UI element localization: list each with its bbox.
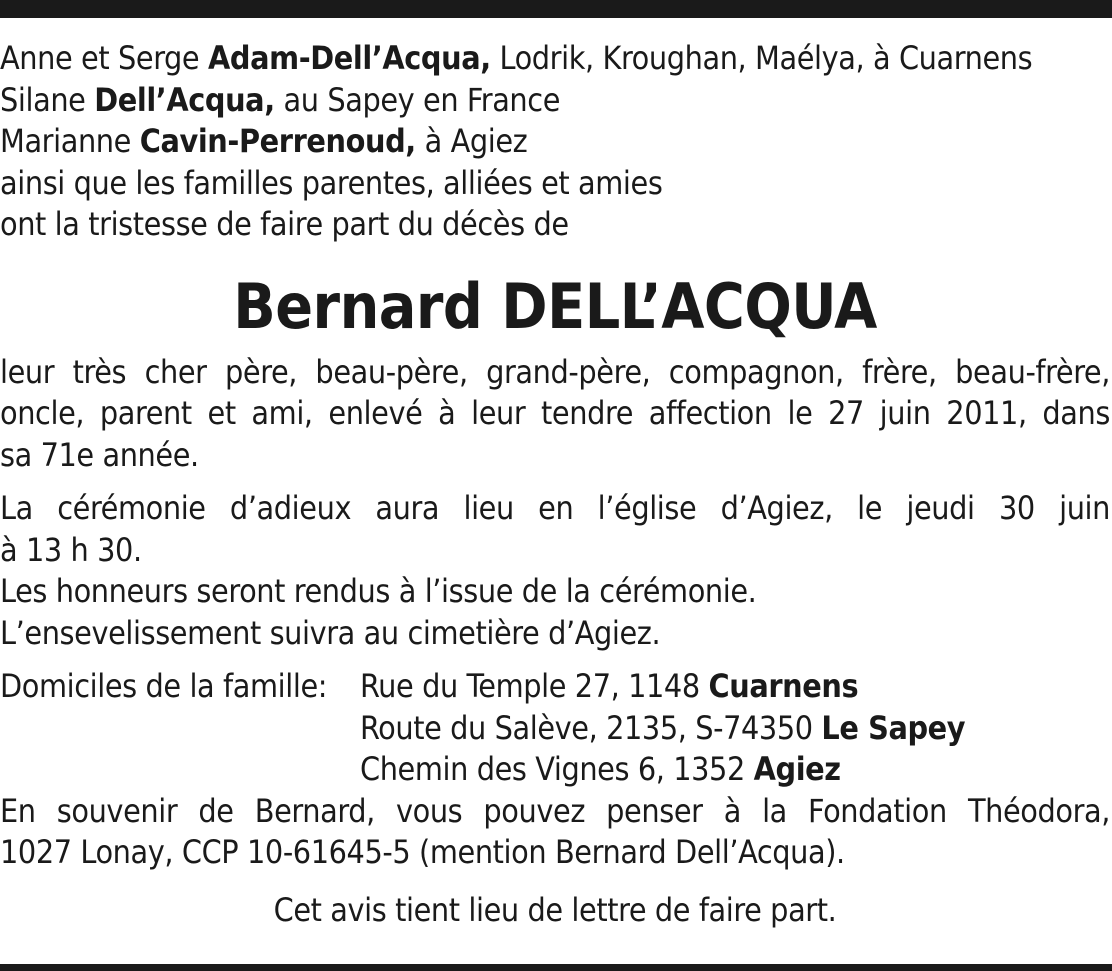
- relation-line-3: sa 71e année.: [0, 435, 199, 474]
- surname-bold: Cavin-Perrenoud,: [139, 122, 416, 160]
- spacer: [0, 654, 1110, 666]
- deceased-name: Bernard DELL’ACQUA: [233, 269, 877, 343]
- address-street: Rue du Temple 27, 1148: [360, 667, 709, 705]
- spacer: [0, 476, 1110, 488]
- family-line-cavin: [0, 121, 1110, 163]
- family-line-dellacqua: [0, 80, 1110, 122]
- ceremony-line-1: La cérémonie d’adieux aura lieu en l’église d’Agiez, le jeudi 30 juin: [0, 489, 1110, 527]
- name-suffix: Lodrik, Kroughan, Maélya, à Cuarnens: [490, 39, 1033, 77]
- surname-bold: Dell’Acqua,: [94, 80, 275, 119]
- relation-line-2: oncle, parent et ami, enlevé à leur tendre affection le 27 juin 2011, dans: [0, 394, 1110, 432]
- announcement-line: ont la tristesse de faire part du décès de: [0, 205, 569, 243]
- address-street: Chemin des Vignes 6, 1352: [360, 750, 754, 788]
- relation-line-1: leur très cher père, beau-père, grand-père, compagnon, frère, beau-frère,: [0, 352, 1110, 391]
- bottom-rule: [0, 964, 1112, 971]
- name-prefix: Marianne: [0, 122, 140, 160]
- top-rule: [0, 0, 1112, 18]
- ceremony-line-2: à 13 h 30.: [0, 530, 142, 569]
- extended-family-line: ainsi que les familles parentes, alliées et amies: [0, 163, 663, 202]
- address-street: Route du Salève, 2135, S-74350: [360, 708, 822, 747]
- honours-line: Les honneurs seront rendus à l’issue de la cérémonie.: [0, 572, 757, 610]
- surname-bold: Adam-Dell’Acqua,: [208, 39, 491, 77]
- address-town: Le Sapey: [821, 708, 966, 747]
- address-town: Agiez: [753, 750, 841, 788]
- memory-line-2: 1027 Lonay, CCP 10-61645-5 (mention Bernard Dell’Acqua).: [0, 833, 845, 871]
- address-row-3: [0, 749, 1110, 791]
- memory-line-1: En souvenir de Bernard, vous pouvez penser à la Fondation Théodora,: [0, 791, 1110, 830]
- obituary-notice: [0, 38, 1110, 931]
- address-row-2: [0, 708, 1110, 750]
- closing-line: Cet avis tient lieu de lettre de faire part.: [273, 890, 837, 929]
- name-prefix: Anne et Serge: [0, 39, 208, 77]
- name-prefix: Silane: [0, 80, 95, 119]
- domiciles-label: Domiciles de la famille:: [0, 667, 328, 705]
- family-line-adam: [0, 38, 1110, 80]
- address-town: Cuarnens: [708, 667, 859, 705]
- name-suffix: au Sapey en France: [274, 80, 561, 119]
- address-text: [360, 666, 858, 708]
- name-suffix: à Agiez: [415, 122, 528, 160]
- burial-line: L’ensevelissement suivra au cimetière d’Agiez.: [0, 613, 661, 652]
- address-row-1: [0, 666, 1110, 708]
